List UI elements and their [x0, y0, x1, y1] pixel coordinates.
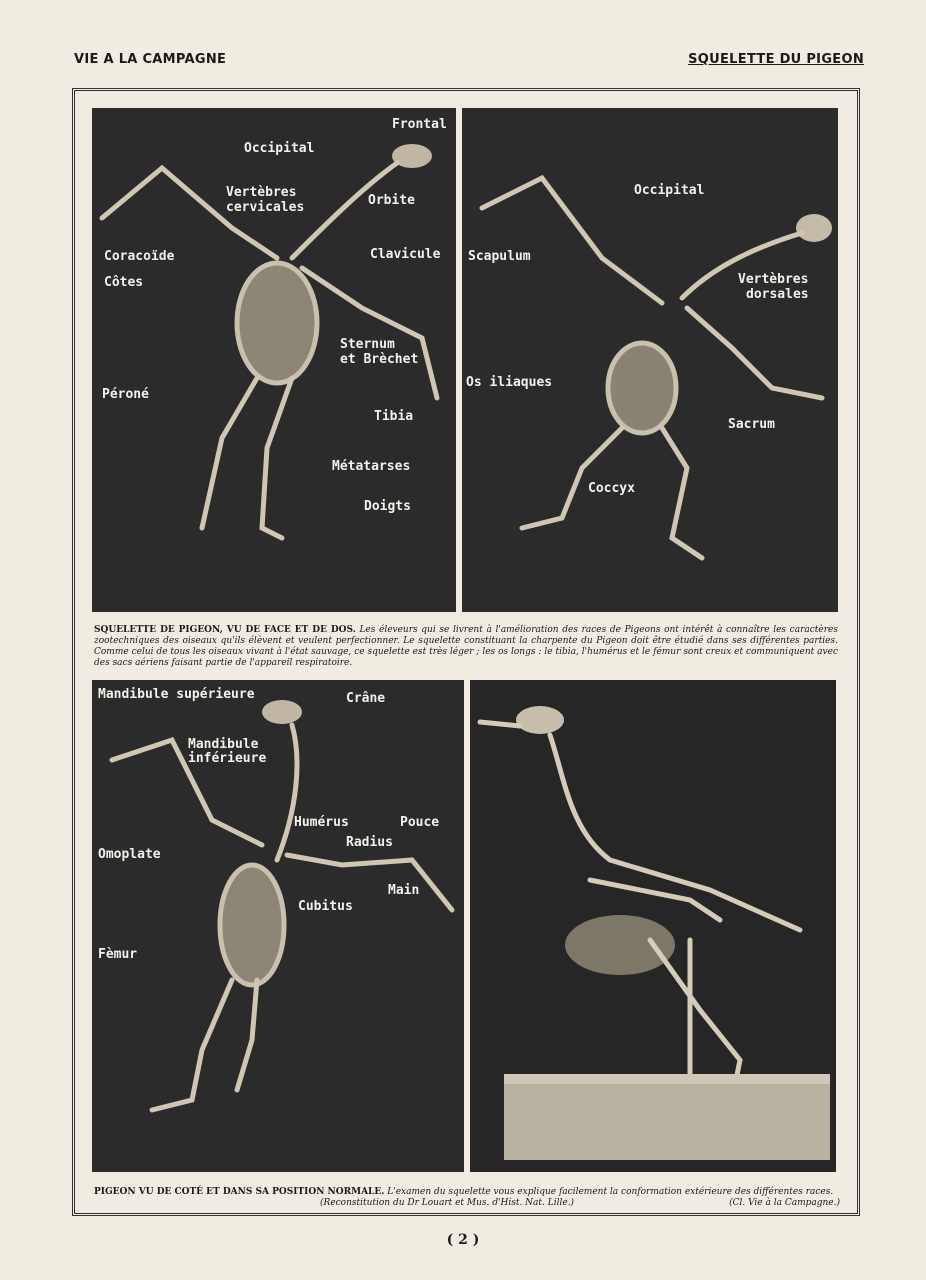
page-subject-title: SQUELETTE DU PIGEON — [688, 52, 864, 67]
caption-front-back-text: Les éleveurs qui se livrent à l'amélioration des races de Pigeons ont intérêt à connaître les caractères zootechniques des oiseaux qu'ils élèvent et veulent perfectionner. Le squelette constituant la charpente du Pigeon doit être étudié dans ses différentes parties. Comme celui de tous les oiseaux vivant à l'état sauvage, ce squelette est très léger ; les os longs : le tibia, l'humérus et le fémur sont creux et communiquent avec des sacs aériens faisant partie de l'appareil respiratoire. — [94, 625, 838, 668]
label-vertebres-dorsales-2: dorsales — [746, 287, 809, 302]
journal-title: VIE A LA CAMPAGNE — [74, 52, 227, 67]
label-femur: Fèmur — [98, 947, 138, 962]
photo-side-labeled — [92, 680, 464, 1172]
label-radius: Radius — [346, 835, 393, 850]
label-sacrum: Sacrum — [728, 417, 775, 432]
label-vertebres-dorsales-1: Vertèbres — [738, 272, 809, 287]
label-cubitus: Cubitus — [298, 899, 353, 914]
photo-mounted-skeleton — [470, 680, 836, 1172]
photo-front-view — [92, 108, 456, 612]
credit-reconstitution: (Reconstitution du Dr Louart et Mus. d'Hist. Nat. Lille.) — [320, 1198, 575, 1208]
label-vertebres: Vertèbres — [226, 185, 297, 200]
label-orbite: Orbite — [368, 193, 415, 208]
label-main: Main — [388, 883, 420, 898]
label-mandibule-inferieure-1: Mandibule — [188, 737, 259, 752]
mounted-skeleton-illustration — [470, 680, 836, 1172]
label-scapulum: Scapulum — [468, 249, 531, 264]
label-mandibule-inferieure-2: inférieure — [188, 751, 267, 766]
label-coracoide: Coracoïde — [104, 249, 175, 264]
skeleton-side-illustration — [92, 680, 464, 1172]
caption-side-view-text: L'examen du squelette vous explique facilement la conformation extérieure des différentes races. — [387, 1187, 834, 1197]
label-frontal: Frontal — [392, 117, 447, 132]
label-humerus: Humérus — [294, 815, 349, 830]
label-mandibule-superieure: Mandibule supérieure — [98, 687, 255, 702]
label-brechet: et Brèchet — [340, 352, 419, 367]
label-occipital: Occipital — [244, 141, 315, 156]
label-perone: Péroné — [102, 387, 149, 402]
label-occipital-back: Occipital — [634, 183, 705, 198]
label-crane: Crâne — [346, 691, 386, 706]
label-tibia: Tibia — [374, 409, 414, 424]
caption-side-view-title: PIGEON VU DE COTÉ ET DANS SA POSITION NORMALE. — [94, 1187, 385, 1197]
label-metatarses: Métatarses — [332, 459, 411, 474]
caption-front-back — [94, 625, 838, 669]
label-clavicule: Clavicule — [370, 247, 441, 262]
caption-front-back-title: SQUELETTE DE PIGEON, VU DE FACE ET DE DOS. — [94, 625, 356, 635]
label-cervicales: cervicales — [226, 200, 305, 215]
caption-side-view — [94, 1187, 838, 1198]
label-cotes: Côtes — [104, 275, 144, 290]
label-os-iliaques: Os iliaques — [466, 375, 553, 390]
photo-back-view — [462, 108, 838, 612]
label-pouce: Pouce — [400, 815, 440, 830]
label-sternum: Sternum — [340, 337, 395, 352]
label-coccyx: Coccyx — [588, 481, 635, 496]
label-omoplate: Omoplate — [98, 847, 161, 862]
page-number: ( 2 ) — [446, 1232, 480, 1248]
credit-photo: (Cl. Vie à la Campagne.) — [729, 1198, 840, 1208]
label-doigts: Doigts — [364, 499, 411, 514]
